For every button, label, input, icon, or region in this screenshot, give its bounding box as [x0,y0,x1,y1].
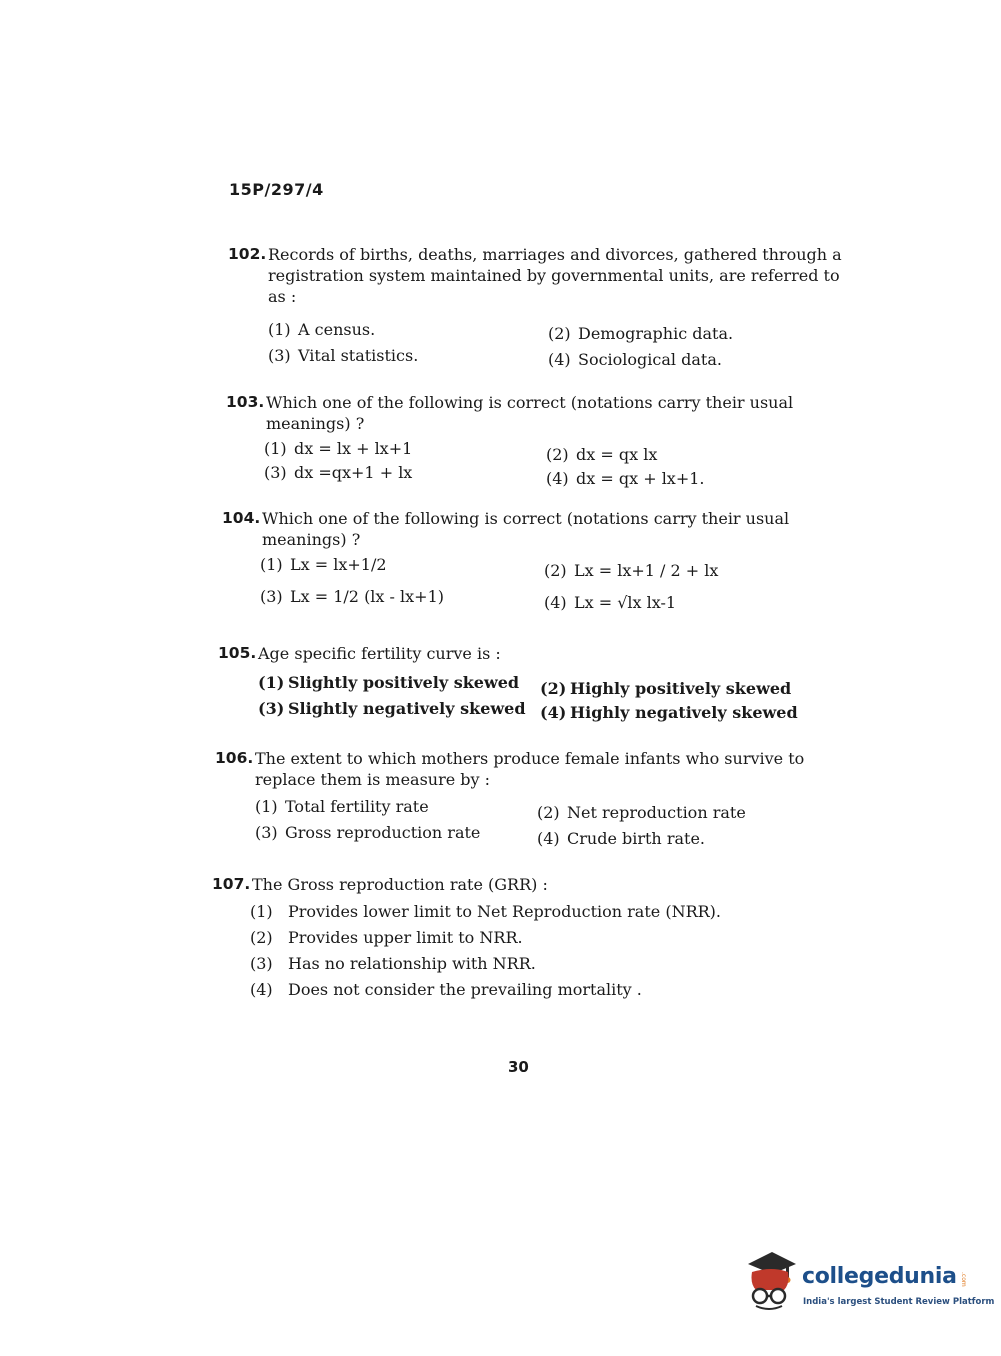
option: (3) Lx = 1/2 (lx - lx+1) [260,587,444,606]
question-text: The extent to which mothers produce female infants who survive to replace them is measure by : [255,749,805,789]
paper-code: 15P/297/4 [229,180,324,199]
option: (1) Lx = lx+1/2 [260,555,387,574]
brand-domain: .com [960,1272,967,1287]
brand-logo [742,1250,995,1320]
question-103 [226,392,851,486]
option: (4) Crude birth rate. [537,829,705,848]
page-number: 30 [508,1058,529,1076]
question-number: 105. [218,644,257,662]
mascot-icon [742,1250,800,1314]
option: (3) dx =qx+1 + lx [264,463,413,482]
option: (2) Highly positively skewed [540,679,792,698]
question-number: 102. [228,245,267,263]
option: (4) Lx = √lx lx-1 [544,593,677,612]
option: (1) dx = lx + lx+1 [264,439,413,458]
question-text: Which one of the following is correct (notations carry their usual meanings) ? [266,393,794,433]
question-102 [228,244,853,371]
option: (1) A census. [268,320,376,339]
option: (2) Demographic data. [548,324,734,343]
option: (2) dx = qx lx [546,445,658,464]
question-107 [212,874,837,1005]
question-text: Which one of the following is correct (notations carry their usual meanings) ? [262,509,790,549]
question-105 [218,643,843,726]
question-104 [222,508,847,614]
question-106 [215,748,840,850]
brand-tagline: India's largest Student Review Platform [803,1297,995,1307]
option: (3) Gross reproduction rate [255,823,481,842]
question-number: 103. [226,393,265,411]
question-text: The Gross reproduction rate (GRR) : [252,875,548,894]
option: (3) Vital statistics. [268,346,419,365]
option: (1) Slightly positively skewed [258,673,520,692]
option: (4) Does not consider the prevailing mortality . [250,980,642,999]
option: (2) Provides upper limit to NRR. [250,928,523,947]
option: (3) Has no relationship with NRR. [250,954,536,973]
option: (4) Sociological data. [548,350,722,369]
question-text: Age specific fertility curve is : [258,644,501,663]
option: (2) Net reproduction rate [537,803,746,822]
question-number: 106. [215,749,254,767]
option: (3) Slightly negatively skewed [258,699,526,718]
option: (2) Lx = lx+1 / 2 + lx [544,561,719,580]
option: (1) Provides lower limit to Net Reproduction rate (NRR). [250,902,721,921]
question-number: 107. [212,875,251,893]
brand-name: collegedunia [802,1264,957,1289]
question-number: 104. [222,509,261,527]
question-text: Records of births, deaths, marriages and divorces, gathered through a registration system maintained by governmental units, are referred to as : [268,245,842,306]
option: (4) dx = qx + lx+1. [546,469,705,488]
option: (1) Total fertility rate [255,797,429,816]
option: (4) Highly negatively skewed [540,703,798,722]
